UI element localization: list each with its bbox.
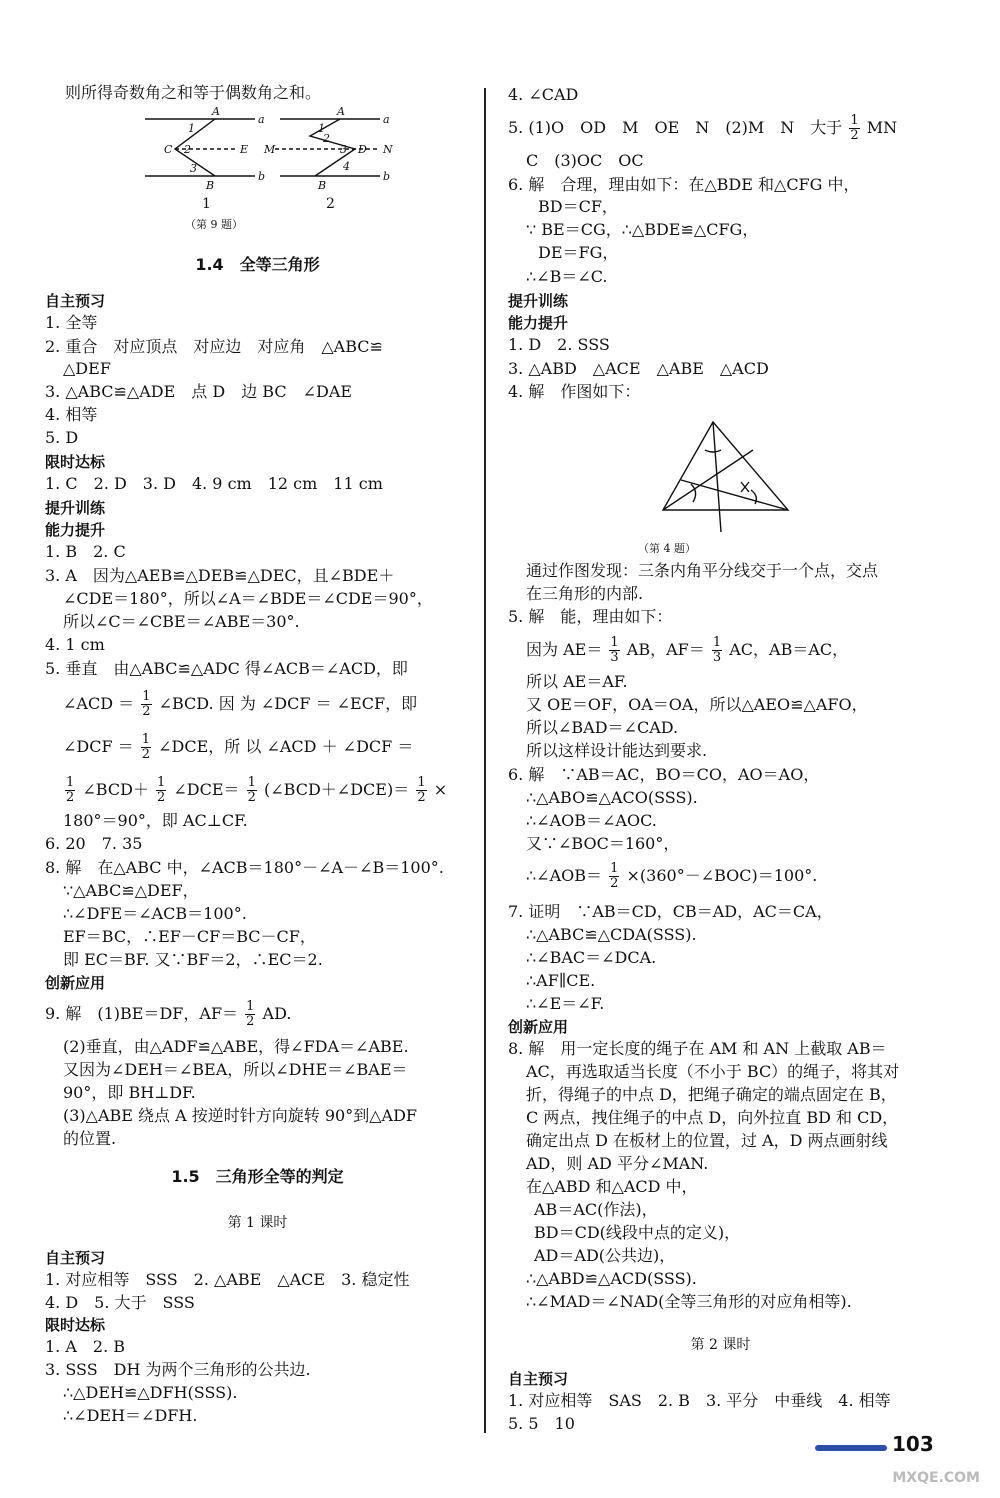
answer-line: 3. SSS DH 为两个三角形的公共边. [45,1360,311,1379]
fig-label: E [240,143,249,156]
answer-line: 1. B 2. C [45,542,126,561]
section-title: 1.4 全等三角形 [195,255,320,274]
answer-line: $\frac{1}{2}$ ∠BCD＋ $\frac{1}{2}$ ∠DCE＝ $\frac{1}{2}$ (∠BCD＋∠DCE)＝ $\frac{1}{2}$ × [66,775,448,805]
fig-label: 3 [190,162,197,175]
answer-line: 所以∠C＝∠CBE＝∠ABE＝30°. [63,612,300,631]
page-number: 103 [892,1432,934,1456]
answer-line: 6. 解 合理，理由如下：在△BDE 和△CFG 中， [508,175,860,194]
answer-line: ∴∠AOB＝∠AOC. [526,811,657,830]
answer-line: 4. 相等 [45,405,98,424]
answer-line: 在△ABD 和△ACD 中， [526,1177,698,1196]
answer-line: ∴△ABC≌△CDA(SSS). [526,925,697,944]
answer-line: (2)垂直，由△ADF≌△ABE，得∠FDA＝∠ABE. [63,1037,409,1056]
answer-line: 所以 AE＝AF. [526,672,628,691]
answer-line: ∴△ABO≌△ACO(SSS). [526,788,698,807]
fig-label: A [337,105,345,118]
fraction: $\frac{1}{2}$ [417,775,426,805]
section-heading: 提升训练 [45,499,106,517]
fraction: $\frac{1}{3}$ [712,635,722,665]
answer-line: ∠DCF ＝ $\frac{1}{2}$ ∠DCE，所 以 ∠ACD ＋ ∠DCF ＝ [63,732,414,762]
answer-line: 6. 解 ∵AB＝AC，BO＝CO，AO＝AO， [508,765,820,784]
answer-line: (3)△ABE 绕点 A 按逆时针方向旋转 90°到△ADF [63,1106,418,1125]
section-heading: 自主预习 [45,1249,106,1267]
fraction: $\frac{1}{2}$ [141,732,151,762]
fig-sub-label: 2 [326,196,335,212]
answer-line: AC，再选取适当长度（不小于 BC）的绳子，将其对 [526,1062,900,1081]
answer-line: BD＝CF， [538,197,618,216]
fraction: $\frac{1}{2}$ [66,775,75,805]
section-heading: 能力提升 [508,314,569,332]
fig-label: 2 [184,143,191,156]
section-heading: 创新应用 [508,1018,569,1036]
answer-line: 7. 证明 ∵AB＝CD，CB＝AD，AC＝CA， [508,902,833,921]
answer-line: 3. △ABC≌△ADE 点 D 边 BC ∠DAE [45,382,353,401]
answer-line: C (3)OC OC [526,151,644,170]
answer-line: 5. D [45,428,79,447]
figure-caption: （第 4 题） [638,542,696,555]
fig-sub-label: 1 [202,196,211,212]
answer-line: 1. 对应相等 SAS 2. B 3. 平分 中垂线 4. 相等 [508,1391,891,1410]
fig-label: B [206,179,215,192]
answer-line: 4. ∠CAD [508,85,579,104]
section-heading: 限时达标 [45,1316,106,1334]
answer-line: ∴∠MAD＝∠NAD(全等三角形的对应角相等). [526,1292,852,1311]
answer-line: 又 OE＝OF，OA＝OA，所以△AEO≌△AFO， [526,695,868,714]
answer-line: AD，则 AD 平分∠MAN. [526,1154,709,1173]
answer-line: 4. 1 cm [45,635,105,654]
fraction: $\frac{1}{2}$ [610,861,619,891]
answer-line: 4. D 5. 大于 SSS [45,1293,195,1312]
answer-line: ∴△ABD≌△ACD(SSS). [526,1269,697,1288]
section-heading: 限时达标 [45,453,106,471]
answer-line: 所以∠BAD＝∠CAD. [526,718,679,737]
fig-label: 4 [343,160,350,173]
answer-line: ∵ BE＝CG，∴△BDE≌△CFG， [526,220,759,239]
fraction: $\frac{1}{2}$ [246,999,255,1029]
fig-label: b [383,170,391,183]
fig-label: B [318,179,327,192]
answer-line: 8. 解 在△ABC 中，∠ACB＝180°－∠A－∠B＝100°. [45,858,444,877]
answer-line: 因为 AE＝ $\frac{1}{3}$ AB，AF＝ $\frac{1}{3}$ AC，AB＝AC， [526,635,849,665]
answer-line: 通过作图发现：三条内角平分线交于一个点，交点 [526,561,879,580]
answer-line: 1. D 2. SSS [508,335,610,354]
fig-label: C [164,143,173,156]
fraction: $\frac{1}{2}$ [850,113,859,143]
answer-line: 又因为∠DEH＝∠BEA，所以∠DHE＝∠BAE＝ [63,1060,408,1079]
page-number-bar [815,1445,887,1451]
answer-line: 6. 20 7. 35 [45,834,143,853]
section-heading: 提升训练 [508,292,569,310]
figure-9 [140,104,460,214]
watermark: MXQE.COM [892,1470,980,1486]
section-heading: 自主预习 [508,1370,569,1388]
answer-line: ∠CDE＝180°，所以∠A＝∠BDE＝∠CDE＝90°， [63,589,433,608]
fig-label: 2 [323,132,330,145]
answer-line: ∴∠DFE＝∠ACB＝100°. [63,904,247,923]
answer-line: ∠ACD ＝ $\frac{1}{2}$ ∠BCD. 因 为 ∠DCF ＝ ∠ECF，即 [63,689,418,719]
text-line: 则所得奇数角之和等于偶数角之和。 [65,83,322,102]
answer-line: 即 EC＝BF. 又∵BF＝2，∴EC＝2. [63,950,323,969]
answer-line: 4. 解 作图如下： [508,382,641,401]
answer-line: 2. 重合 对应顶点 对应边 对应角 △ABC≌ [45,337,383,356]
fig-label: a [258,113,265,126]
answer-line: 3. △ABD △ACE △ABE △ACD [508,359,769,378]
fraction: $\frac{1}{2}$ [157,775,166,805]
fraction: $\frac{1}{2}$ [142,689,151,719]
answer-line: AD＝AD(公共边)， [534,1246,676,1265]
answer-line: 1. C 2. D 3. D 4. 9 cm 12 cm 11 cm [45,474,383,493]
answer-line: AB＝AC(作法)， [534,1200,658,1219]
figure-4-triangle [653,410,803,540]
answer-line: ∴∠AOB＝ $\frac{1}{2}$ ×(360°－∠BOC)＝100°. [526,861,818,891]
answer-line: 5. 解 能，理由如下： [508,607,673,626]
answer-line: 1. A 2. B [45,1337,126,1356]
answer-line: 在三角形的内部. [526,584,644,603]
answer-line: 确定出点 D 在板材上的位置，过 A，D 两点画射线 [526,1131,888,1150]
answer-line: ∴∠DEH＝∠DFH. [63,1406,198,1425]
answer-line: 1. 全等 [45,313,98,332]
column-divider [484,88,486,1433]
fig-label: 3 [340,143,347,156]
answer-line: EF＝BC，∴EF－CF＝BC－CF， [63,927,316,946]
fraction: $\frac{1}{2}$ [247,775,256,805]
lesson-label: 第 2 课时 [690,1337,751,1353]
answer-line: 5. 垂直 由△ABC≌△ADC 得∠ACB＝∠ACD，即 [45,659,408,678]
answer-line: ∴AF∥CE. [526,971,596,990]
answer-line: ∴△DEH≌△DFH(SSS). [63,1383,238,1402]
answer-line: DE＝FG， [538,243,619,262]
fraction: $\frac{1}{3}$ [610,635,619,665]
answer-line: 5. 5 10 [508,1414,575,1433]
fig-label: M [264,143,276,156]
answer-line: ∴∠E＝∠F. [526,994,605,1013]
fig-label: A [212,105,220,118]
fig-label: 1 [318,122,325,135]
answer-line: 180°＝90°，即 AC⊥CF. [63,811,248,830]
section-heading: 能力提升 [45,521,106,539]
answer-line: 所以这样设计能达到要求. [526,741,708,760]
answer-line: 9. 解 (1)BE＝DF，AF＝ $\frac{1}{2}$ AD. [45,999,292,1029]
fig-label: D [358,143,367,156]
answer-line: 又∵∠BOC＝160°， [526,834,680,853]
answer-line: 90°，即 BH⊥DF. [63,1083,196,1102]
answer-line: △DEF [63,359,111,378]
answer-line: 1. 对应相等 SSS 2. △ABE △ACE 3. 稳定性 [45,1270,410,1289]
section-heading: 自主预习 [45,292,106,310]
answer-line: 折，得绳子的中点 D，把绳子确定的端点固定在 B， [526,1085,897,1104]
answer-line: ∵△ABC≌△DEF， [63,881,199,900]
fig-label: 1 [188,122,195,135]
answer-line: 3. A 因为△AEB≌△DEB≌△DEC，且∠BDE＋ [45,566,395,585]
answer-line: C 两点，拽住绳子的中点 D，向外拉直 BD 和 CD， [526,1108,899,1127]
answer-line: 5. (1)O OD M OE N (2)M N 大于 $\frac{1}{2}$ MN [508,113,898,143]
answer-line: ∴∠B＝∠C. [526,267,608,286]
answer-line: BD＝CD(线段中点的定义)， [534,1223,741,1242]
section-heading: 创新应用 [45,974,106,992]
fig-label: a [383,113,390,126]
answer-line: 的位置. [63,1129,117,1148]
fig-label: b [258,170,266,183]
answer-line: 8. 解 用一定长度的绳子在 AM 和 AN 上截取 AB＝ [508,1039,887,1058]
section-title: 1.5 三角形全等的判定 [171,1167,344,1186]
answer-line: ∴∠BAC＝∠DCA. [526,948,657,967]
figure-caption: （第 9 题） [185,218,243,231]
fig-label: N [383,143,393,156]
lesson-label: 第 1 课时 [227,1215,288,1231]
